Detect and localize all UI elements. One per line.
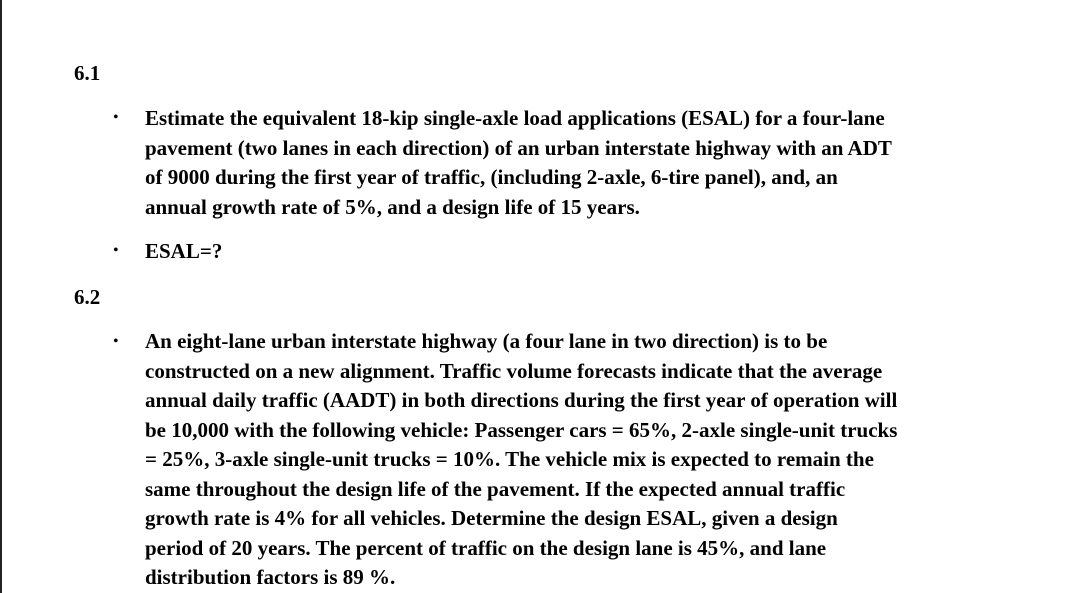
text-line: of 9000 during the first year of traffic, (including 2-axle, 6-tire panel), and, an [145, 165, 838, 189]
section-heading-6-1: 6.1 [74, 61, 101, 85]
text-line: Estimate the equivalent 18-kip single-axle load applications (ESAL) for a four-lane [145, 106, 885, 130]
problem-6-2-paragraph [145, 327, 897, 593]
text-line: ESAL=? [145, 239, 223, 263]
bullet-marker: • [113, 333, 119, 350]
text-line: distribution factors is 89 %. [145, 565, 396, 589]
text-line: growth rate is 4% for all vehicles. Determine the design ESAL, given a design [145, 506, 838, 530]
bullet-marker: • [113, 242, 119, 259]
text-line: be 10,000 with the following vehicle: Passenger cars = 65%, 2-axle single-unit trucks [145, 417, 898, 442]
text-line: period of 20 years. The percent of traffic on the design lane is 45%, and lane [145, 535, 827, 560]
text-line: same throughout the design life of the pavement. If the expected annual traffic [145, 476, 846, 501]
text-line: = 25%, 3-axle single-unit trucks = 10%. The vehicle mix is expected to remain the [145, 447, 874, 471]
text-line: constructed on a new alignment. Traffic volume forecasts indicate that the average [145, 358, 883, 383]
text-line: An eight-lane urban interstate highway (a four lane in two direction) is to be [145, 329, 828, 353]
text-line: annual growth rate of 5%, and a design life of 15 years. [145, 194, 640, 219]
section-heading-6-2: 6.2 [74, 285, 101, 309]
esal-question [145, 237, 222, 267]
problem-6-1-paragraph [145, 104, 892, 222]
text-line: pavement (two lanes in each direction) of an urban interstate highway with an ADT [145, 135, 892, 160]
page-border [0, 0, 2, 593]
text-line: annual daily traffic (AADT) in both directions during the first year of operation will [145, 388, 898, 412]
bullet-marker: • [113, 109, 119, 126]
